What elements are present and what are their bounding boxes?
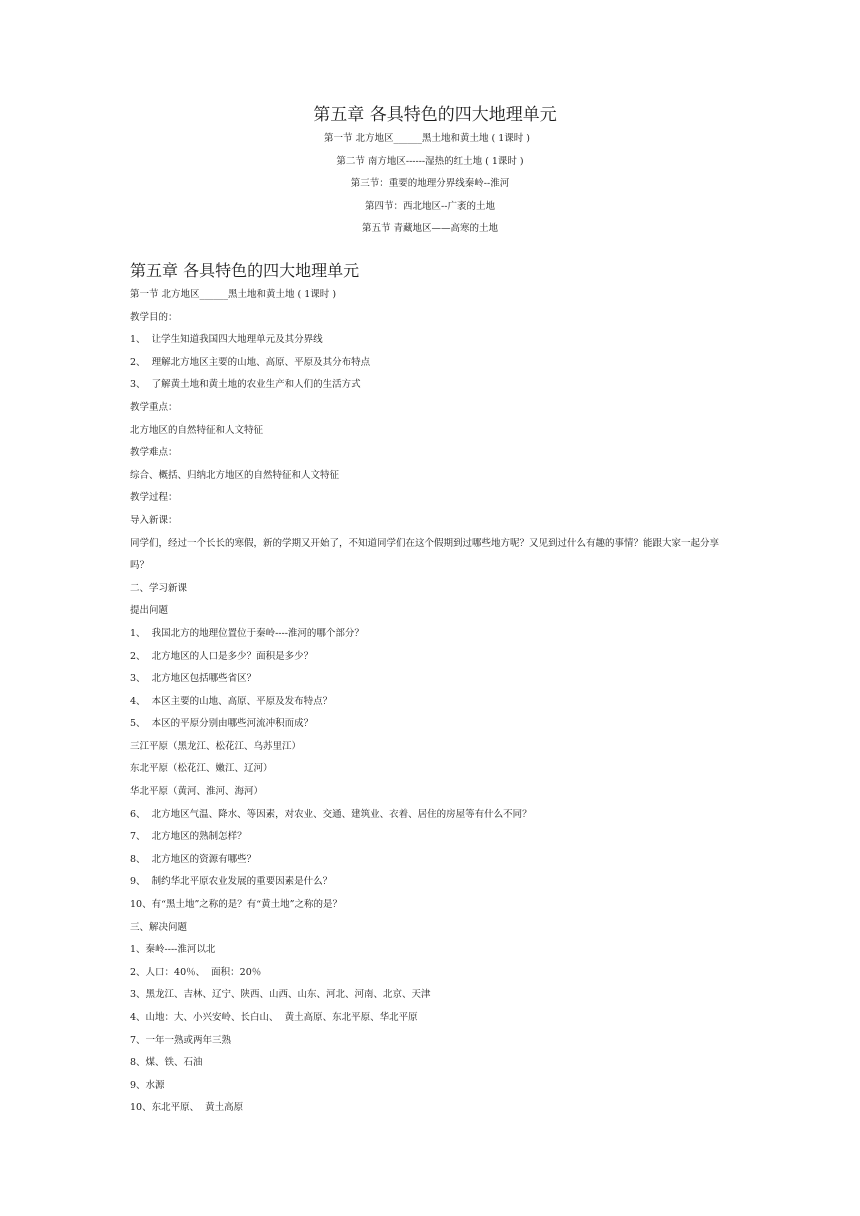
toc-item: 第四节：西北地区--广袤的土地 [365,200,495,212]
text-line: 3、 了解黄土地和黄土地的农业生产和人们的生活方式 [130,379,361,391]
text-line: 5、 本区的平原分别由哪些河流冲积而成？ [130,718,314,730]
text-line: 北方地区的自然特征和人文特征 [130,424,264,436]
text-line: 华北平原（黄河、淮河、海河） [130,786,264,798]
chapter-title: 第五章 各具特色的四大地理单元 [130,261,360,280]
lesson-content [130,259,740,1120]
text-line: 10、有“黑土地”之称的是？有“黄土地”之称的是？ [130,899,343,911]
text-line: 二、学习新课 [130,582,188,594]
text-line: 2、 北方地区的人口是多少？面积是多少？ [130,650,314,662]
text-line: 提出问题 [130,605,169,617]
toc-item: 第三节：重要的地理分界线秦岭--淮河 [350,178,510,189]
text-line: 导入新课： [130,514,178,526]
text-line: 1、 让学生知道我国四大地理单元及其分界线 [130,334,323,346]
text-line: 三江平原（黑龙江、松花江、乌苏里江） [130,740,302,752]
text-line: 9、 制约华北平原农业发展的重要因素是什么？ [130,876,333,888]
text-line: 教学难点： [130,447,178,459]
text-line: 教学重点： [130,401,178,413]
intro-paragraph: 同学们，经过一个长长的寒假，新的学期又开始了，不知道同学们在这个假期到过哪些地方呢？又见到过什么有趣的事情？能跟大家一起分享吗？ [130,537,720,572]
text-line: 9、水源 [130,1079,165,1091]
text-line: 3、黑龙江、吉林、辽宁、陕西、山西、山东、河北、河南、北京、天津 [130,989,431,1001]
text-line: 7、一年一熟或两年三熟 [130,1034,232,1046]
text-line: 三、解决问题 [130,921,188,933]
text-line: 教学目的： [130,311,178,323]
toc-title: 第五章 各具特色的四大地理单元 [313,105,557,125]
text-line: 2、人口：40％、 面积：20％ [130,966,262,978]
text-line: 1、 我国北方的地理位置位于秦岭----淮河的哪个部分？ [130,627,364,639]
text-line: 综合、概括、归纳北方地区的自然特征和人文特征 [130,469,340,481]
text-line: 6、 北方地区气温、降水、等因素，对农业、交通、建筑业、衣着、居住的房屋等有什么不同？ [130,808,532,820]
text-line: 4、 本区主要的山地、高原、平原及发布特点？ [130,695,333,707]
text-line: 7、 北方地区的熟制怎样？ [130,831,247,843]
table-of-contents [0,102,860,241]
text-line: 10、东北平原、 黄土高原 [130,1102,244,1114]
lesson-lines-b [130,578,740,1120]
text-line: 3、 北方地区包括哪些省区？ [130,673,257,685]
text-line: 4、山地：大、小兴安岭、长白山、 黄土高原、东北平原、华北平原 [130,1012,418,1023]
text-line: 东北平原（松花江、嫩江、辽河） [130,763,273,775]
toc-item: 第二节 南方地区------湿热的红土地 ( 1课时 ) [336,155,524,167]
text-line: 1、秦岭----淮河以北 [130,944,216,956]
text-line: 教学过程： [130,492,178,504]
text-line: 2、 理解北方地区主要的山地、高原、平原及其分布特点 [130,356,371,368]
section-subtitle: 第一节 北方地区______黑土地和黄土地 ( 1课时 ) [130,289,337,300]
text-line: 8、 北方地区的资源有哪些？ [130,853,257,865]
toc-item: 第五节 青藏地区——高寒的土地 [361,223,499,234]
lesson-lines-a [130,307,740,533]
toc-item: 第一节 北方地区______黑土地和黄土地 ( 1课时 ) [323,133,531,144]
text-line: 8、煤、铁、石油 [130,1057,203,1069]
